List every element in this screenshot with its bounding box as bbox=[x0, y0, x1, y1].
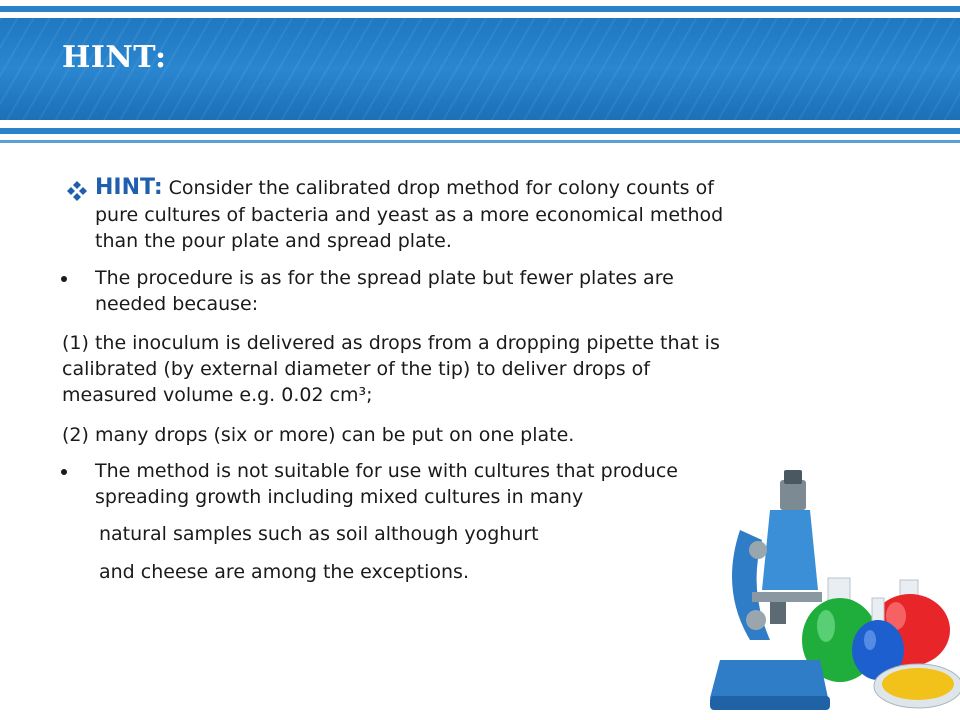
hint-label: HINT: bbox=[95, 175, 163, 200]
hint-line-2: pure cultures of bacteria and yeast as a more economical method bbox=[95, 204, 724, 226]
bullet-dot-1 bbox=[61, 276, 67, 282]
item1-line-3: measured volume e.g. 0.02 cm³; bbox=[62, 384, 373, 406]
bullet2-line-2: needed because: bbox=[95, 293, 259, 315]
slide-title: HINT: bbox=[62, 40, 167, 75]
bullet2-line-1: The procedure is as for the spread plate but fewer plates are bbox=[95, 267, 674, 289]
item1-line-1: (1) the inoculum is delivered as drops from a dropping pipette that is bbox=[62, 332, 720, 354]
item2-line-1: (2) many drops (six or more) can be put on one plate. bbox=[62, 424, 575, 446]
bullet3-line-4: and cheese are among the exceptions. bbox=[99, 561, 469, 583]
diamond-bullet-icon bbox=[66, 180, 88, 202]
bullet3-line-2: spreading growth including mixed cultures in many bbox=[95, 486, 584, 508]
petri-dish-icon bbox=[874, 664, 960, 708]
bullet3-line-3: natural samples such as soil although yoghurt bbox=[99, 523, 539, 545]
hint-text-1: Consider the calibrated drop method for colony counts of bbox=[162, 177, 714, 199]
bullet3-line-1: The method is not suitable for use with cultures that produce bbox=[95, 460, 678, 482]
bullet-dot-2 bbox=[61, 469, 67, 475]
microscope-icon bbox=[710, 470, 830, 710]
hint-line-3: than the pour plate and spread plate. bbox=[95, 230, 452, 252]
hint-line-1 bbox=[95, 175, 714, 201]
item1-line-2: calibrated (by external diameter of the tip) to deliver drops of bbox=[62, 358, 650, 380]
microscope-flasks-illustration bbox=[700, 470, 960, 720]
